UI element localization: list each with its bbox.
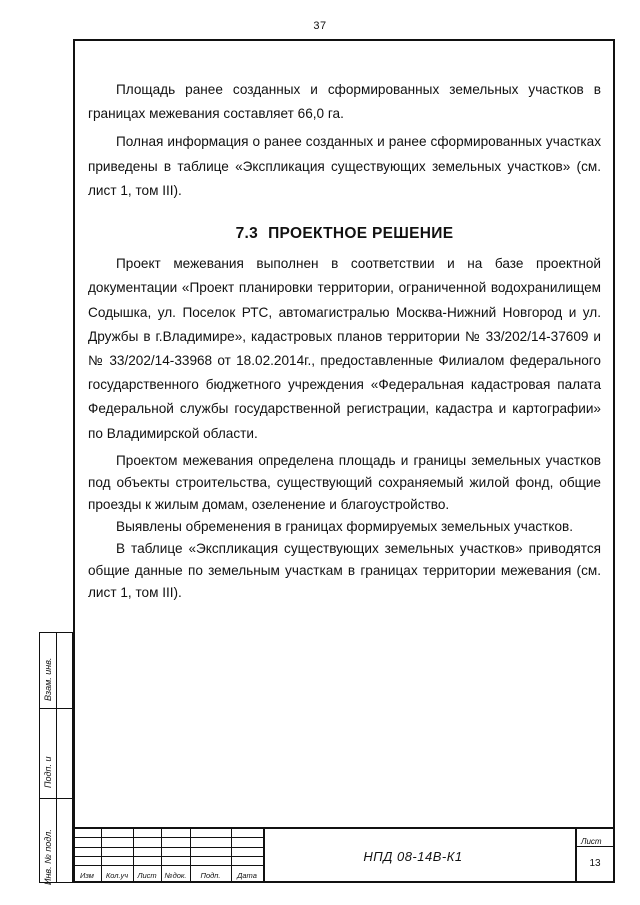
title-block-sheet-divider [575, 846, 615, 847]
side-stamp-divider [40, 798, 74, 799]
title-block [73, 827, 615, 883]
side-stamp-label-replacement: Взам. инв. [43, 657, 53, 701]
title-block-col-line [575, 827, 577, 883]
side-stamp-label-inventory: Инв. № подл. [43, 829, 53, 885]
page-number: 37 [313, 20, 327, 32]
paragraph-info-reference: Полная информация о ранее созданных и ранее сформированных участках приведены в таблице «Экспликация существующих земельных участков» (см. лист 1, том III). [88, 134, 601, 198]
title-block-label-doc-number: №док. [164, 871, 187, 880]
title-block-label-change: Изм [80, 871, 94, 880]
paragraph-table-reference: В таблице «Экспликация существующих земельных участков» приводятся общие данные по земельным участкам в границах территории межевания (см. лист 1, том III). [88, 540, 601, 600]
document-body [88, 78, 601, 604]
side-stamp [39, 632, 73, 883]
sheet-label: Лист [581, 837, 602, 846]
paragraph-encumbrances: Выявлены обременения в границах формируемых земельных участков. [116, 518, 574, 534]
section-title: ПРОЕКТНОЕ РЕШЕНИЕ [268, 225, 454, 243]
sheet-number: 13 [589, 858, 601, 869]
title-block-label-sheet: Лист [137, 871, 157, 880]
paragraph-project-scope: Проектом межевания определена площадь и границы земельных участков под объекты строительства, существующий сохраняемый жилой фонд, общие проезды к жилым домам, озеленение и благоустройство. [88, 452, 601, 512]
document-code: НПД 08-14В-К1 [363, 849, 463, 864]
paragraph-project-basis: Проект межевания выполнен в соответствии и на базе проектной документации «Проект планировки территории, ограниченной водохранилищем Содышка, ул. Поселок РТС, автомагистралью Москва-Нижний Новгород и ул. Дружбы в г.Владимире», кадастровых планов территории № 33/202/14-37609 и № 33/202/14-33968 от 18.02.2014г., предоставленные Филиалом федерального государственного бюджетного учреждения «Федеральная кадастровая палата Федеральной службы государственной регистрации, кадастра и картографии» по Владимирской области. [88, 256, 601, 441]
side-stamp-label-signature: Подп. и [43, 756, 53, 788]
paragraph-area-total: Площадь ранее созданных и сформированных земельных участков в границах межевания составляет 66,0 га. [88, 82, 601, 122]
title-block-label-signature: Подп. [200, 871, 221, 880]
side-stamp-divider [40, 708, 74, 709]
section-heading [88, 222, 601, 246]
title-block-label-date: Дата [237, 871, 257, 880]
section-number: 7.3 [235, 225, 259, 243]
title-block-label-count: Кол.уч [105, 871, 129, 880]
title-block-top-border [73, 827, 615, 829]
